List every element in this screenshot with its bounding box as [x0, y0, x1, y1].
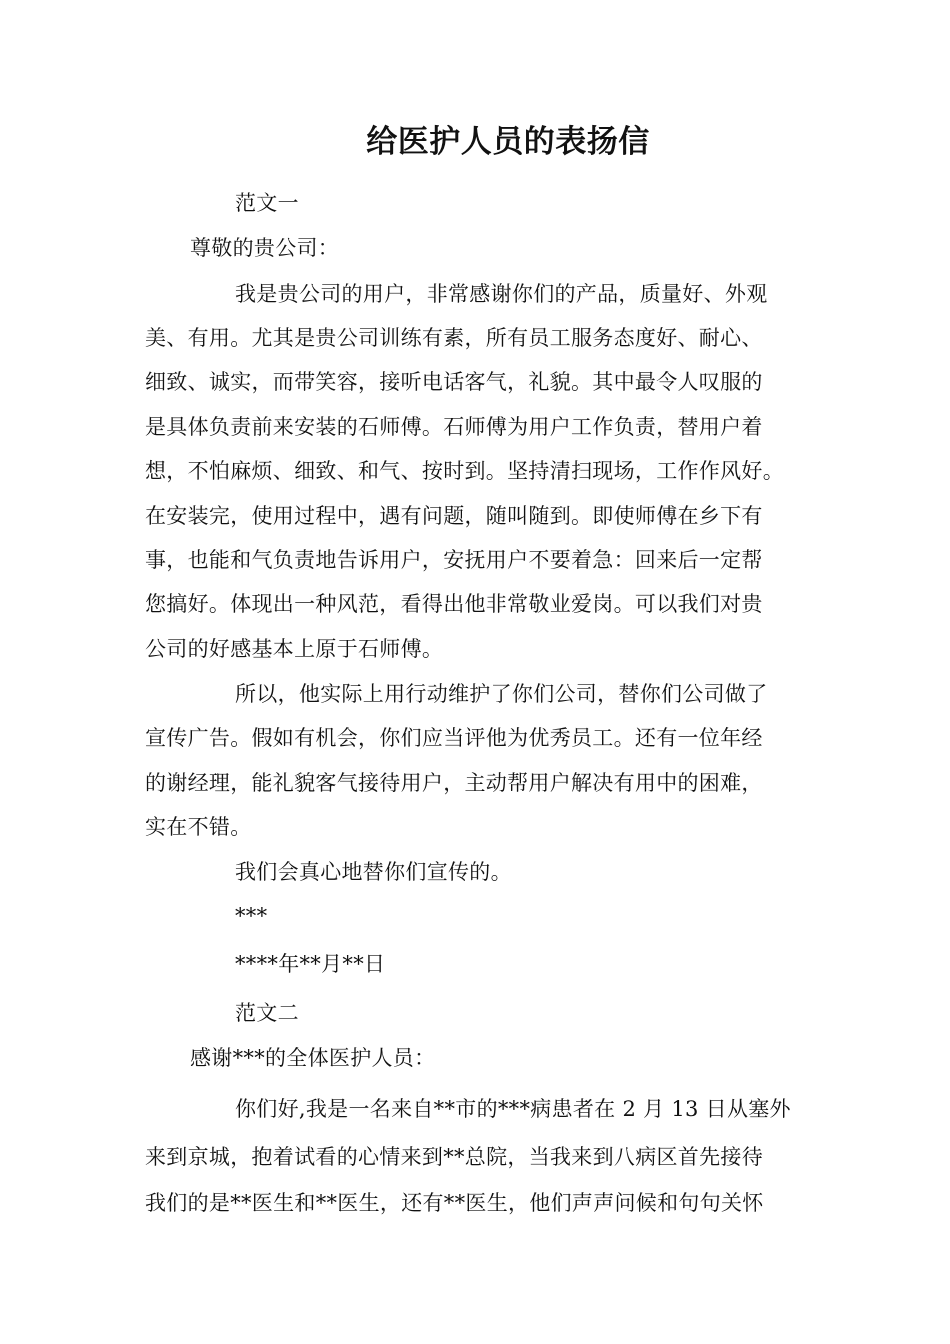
- closing-line: 我们会真心地替你们宣传的。: [235, 860, 512, 884]
- salutation-2: 感谢***的全体医护人员：: [190, 1046, 436, 1070]
- paragraph-line: 美、有用。尤其是贵公司训练有素，所有员工服务态度好、耐心、: [145, 326, 763, 350]
- paragraph-line: 公司的好感基本上原于石师傅。: [145, 637, 444, 661]
- document-title: 给医护人员的表扬信: [366, 124, 650, 160]
- section-heading-2: 范文二: [235, 1001, 299, 1025]
- paragraph-line: 是具体负责前来安装的石师傅。石师傅为用户工作负责，替用户着: [145, 415, 763, 439]
- date-placeholder: ****年**月**日: [235, 952, 386, 976]
- paragraph-line: 想，不怕麻烦、细致、和气、按时到。坚持清扫现场，工作作风好。: [145, 459, 784, 483]
- paragraph-line: 的谢经理，能礼貌客气接待用户，主动帮用户解决有用中的困难，: [145, 771, 763, 795]
- paragraph-line: 在安装完，使用过程中，遇有问题，随叫随到。即使师傅在乡下有: [145, 504, 763, 528]
- section-heading-1: 范文一: [235, 191, 299, 215]
- signature-placeholder: ***: [235, 904, 268, 928]
- paragraph-line: 事，也能和气负责地告诉用户，安抚用户不要着急：回来后一定帮: [145, 548, 763, 572]
- paragraph-line: 来到京城，抱着试看的心情来到**总院，当我来到八病区首先接待: [145, 1145, 763, 1169]
- salutation-1: 尊敬的贵公司：: [190, 236, 340, 260]
- paragraph-line: 我是贵公司的用户，非常感谢你们的产品，质量好、外观: [235, 282, 768, 306]
- paragraph-line: 所以，他实际上用行动维护了你们公司，替你们公司做了: [235, 682, 768, 706]
- paragraph-line: 我们的是**医生和**医生，还有**医生，他们声声问候和句句关怀: [145, 1191, 764, 1215]
- paragraph-line: 您搞好。体现出一种风范，看得出他非常敬业爱岗。可以我们对贵: [145, 592, 763, 616]
- paragraph-line: 实在不错。: [145, 815, 252, 839]
- paragraph-line: 宣传广告。假如有机会，你们应当评他为优秀员工。还有一位年经: [145, 726, 763, 750]
- paragraph-line: 细致、诚实，而带笑容，接听电话客气，礼貌。其中最令人叹服的: [145, 370, 763, 394]
- paragraph-line: 你们好,我是一名来自**市的***病患者在 2 月 13 日从塞外: [235, 1097, 791, 1121]
